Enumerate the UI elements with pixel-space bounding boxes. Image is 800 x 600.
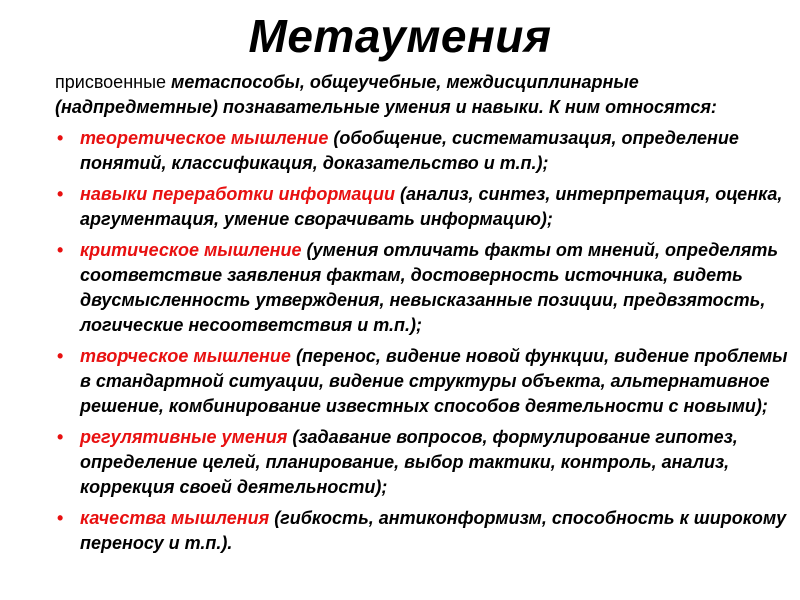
list-item: [0, 126, 800, 176]
item-description: (гибкость, антиконформизм, способность к широкому переносу и т.п.).: [80, 508, 787, 553]
bullet-icon: •: [57, 346, 64, 366]
bullet-icon: •: [57, 184, 64, 204]
list-item: [0, 506, 800, 556]
item-description: (обобщение, систематизация, определение понятий, классификация, доказательство и т.п.);: [80, 128, 739, 173]
item-term: критическое мышление: [80, 240, 302, 260]
skills-list: [0, 126, 800, 562]
intro-lead: присвоенные: [55, 72, 172, 92]
list-item: [0, 238, 800, 338]
intro-paragraph: [55, 70, 785, 120]
intro-body: метаспособы, общеучебные, междисциплинарные (надпредметные) познавательные умения и навыки. К ним относятся:: [55, 72, 717, 117]
item-description: (задавание вопросов, формулирование гипотез, определение целей, планирование, выбор тактики, контроль, анализ, коррекция своей деятельности);: [80, 427, 738, 497]
bullet-icon: •: [57, 128, 64, 148]
item-term: регулятивные умения: [80, 427, 288, 447]
list-item: [0, 182, 800, 232]
bullet-icon: •: [57, 240, 64, 260]
item-term: творческое мышление: [80, 346, 291, 366]
item-term: качества мышления: [80, 508, 270, 528]
list-item: [0, 425, 800, 500]
slide-title: Метаумения: [248, 10, 552, 62]
bullet-icon: •: [57, 508, 64, 528]
item-description: (перенос, видение новой функции, видение проблемы в стандартной ситуации, видение структуры объекта, альтернативное решение, комбинирование известных способов деятельности с новыми);: [80, 346, 788, 416]
item-term: теоретическое мышление: [80, 128, 329, 148]
bullet-icon: •: [57, 427, 64, 447]
item-term: навыки переработки информации: [80, 184, 396, 204]
list-item: [0, 344, 800, 419]
item-description: (анализ, синтез, интерпретация, оценка, аргументация, умение сворачивать информацию);: [80, 184, 783, 229]
item-description: (умения отличать факты от мнений, определять соответствие заявления фактам, достоверность источника, видеть двусмысленность утверждения, невысказанные позиции, предвзятость, логические несоответствия и т.п.);: [80, 240, 779, 335]
